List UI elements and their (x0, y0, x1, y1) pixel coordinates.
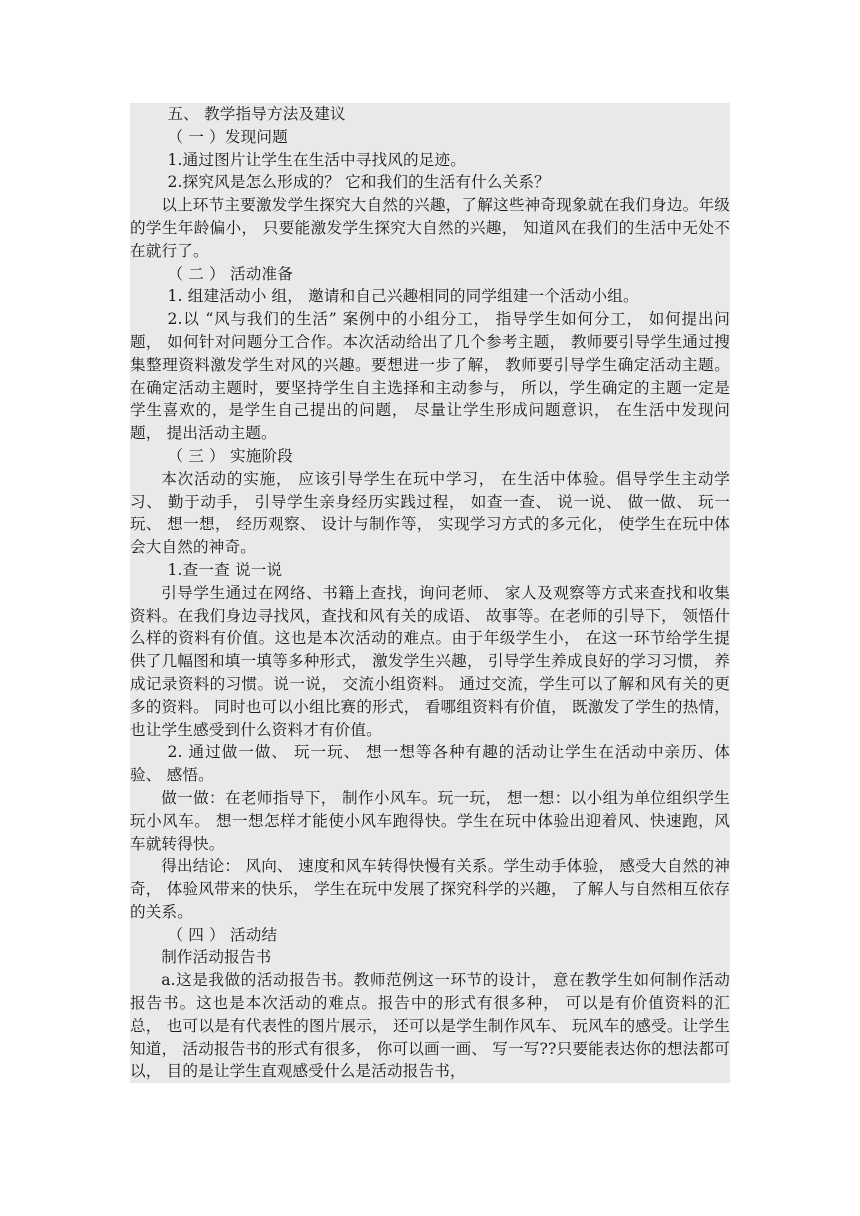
document-body (130, 103, 730, 1083)
paragraph: 做一做：在老师指导下， 制作小风车。玩一玩， 想一想：以小组为单位组织学生玩小风车。 想一想怎样才能使小风车跑得快。学生在玩中体验出迎着风、快速跑，风车就转得快。 (130, 787, 730, 855)
paragraph: 本次活动的实施， 应该引导学生在玩中学习， 在生活中体验。倡导学生主动学习、 勤于动手， 引导学生亲身经历实践过程， 如查一查、 说一说、 做一做、 玩一玩、 想一想， 经历观察、 设计与制作等， 实现学习方式的多元化， 使学生在玩中体会大自然的神奇。 (130, 468, 730, 559)
paragraph: 引导学生通过在网络、书籍上查找，询问老师、 家人及观察等方式来查找和收集资料。在我们身边寻找风，查找和风有关的成语、 故事等。在老师的引导下， 领悟什么样的资料有价值。这也是本次活动的难点。由于年级学生小， 在这一环节给学生提供了几幅图和填一填等多种形式， 激发学生兴趣， 引导学生养成良好的学习习惯， 养成记录资料的习惯。说一说， 交流小组资料。 通过交流，学生可以了解和风有关的更多的资料。 同时也可以小组比赛的形式， 看哪组资料有价值， 既激发了学生的热情， 也让学生感受到什么资料才有价值。 (130, 582, 730, 742)
paragraph: 1.通过图片让学生在生活中寻找风的足迹。 (130, 149, 730, 172)
paragraph: 2. 通过做一做、 玩一玩、 想一想等各种有趣的活动让学生在活动中亲历、体验、 感悟。 (130, 741, 730, 787)
paragraph: a.这是我做的活动报告书。教师范例这一环节的设计， 意在教学生如何制作活动报告书。这也是本次活动的难点。报告中的形式有很多种， 可以是有价值资料的汇总， 也可以是有代表性的图片展示， 还可以是学生制作风车、 玩风车的感受。让学生知道， 活动报告书的形式有很多， 你可以画一画、 写一写??只要能表达你的想法都可以， 目的是让学生直观感受什么是活动报告书， (130, 969, 730, 1083)
subsection-heading-1: （ 一 ）发现问题 (130, 126, 730, 149)
paragraph: 得出结论： 风向、 速度和风车转得快慢有关系。学生动手体验， 感受大自然的神奇， 体验风带来的快乐， 学生在玩中发展了探究科学的兴趣， 了解人与自然相互依存的关系。 (130, 855, 730, 923)
subsection-heading-3: （ 三 ） 实施阶段 (130, 445, 730, 468)
paragraph: 以上环节主要激发学生探究大自然的兴趣，了解这些神奇现象就在我们身边。年级的学生年龄偏小， 只要能激发学生探究大自然的兴趣， 知道风在我们的生活中无处不在就行了。 (130, 194, 730, 262)
paragraph: 2.以 “风与我们的生活” 案例中的小组分工， 指导学生如何分工， 如何提出问题， 如何针对问题分工合作。本次活动给出了几个参考主题， 教师要引导学生通过搜集整理资料激发学生对风的兴趣。要想进一步了解， 教师要引导学生确定活动主题。在确定活动主题时，要坚持学生自主选择和主动参与， 所以，学生确定的主题一定是学生喜欢的，是学生自己提出的问题， 尽量让学生形成问题意识， 在生活中发现问题， 提出活动主题。 (130, 308, 730, 445)
paragraph: 2.探究风是怎么形成的？ 它和我们的生活有什么关系？ (130, 171, 730, 194)
paragraph: 1. 组建活动小 组， 邀请和自己兴趣相同的同学组建一个活动小组。 (130, 285, 730, 308)
paragraph: 制作活动报告书 (130, 946, 730, 969)
subsection-heading-2: （ 二 ） 活动准备 (130, 263, 730, 286)
section-heading-five: 五、 教学指导方法及建议 (130, 103, 730, 126)
subsection-heading-4: （ 四 ） 活动结 (130, 924, 730, 947)
paragraph: 1.查一查 说一说 (130, 559, 730, 582)
